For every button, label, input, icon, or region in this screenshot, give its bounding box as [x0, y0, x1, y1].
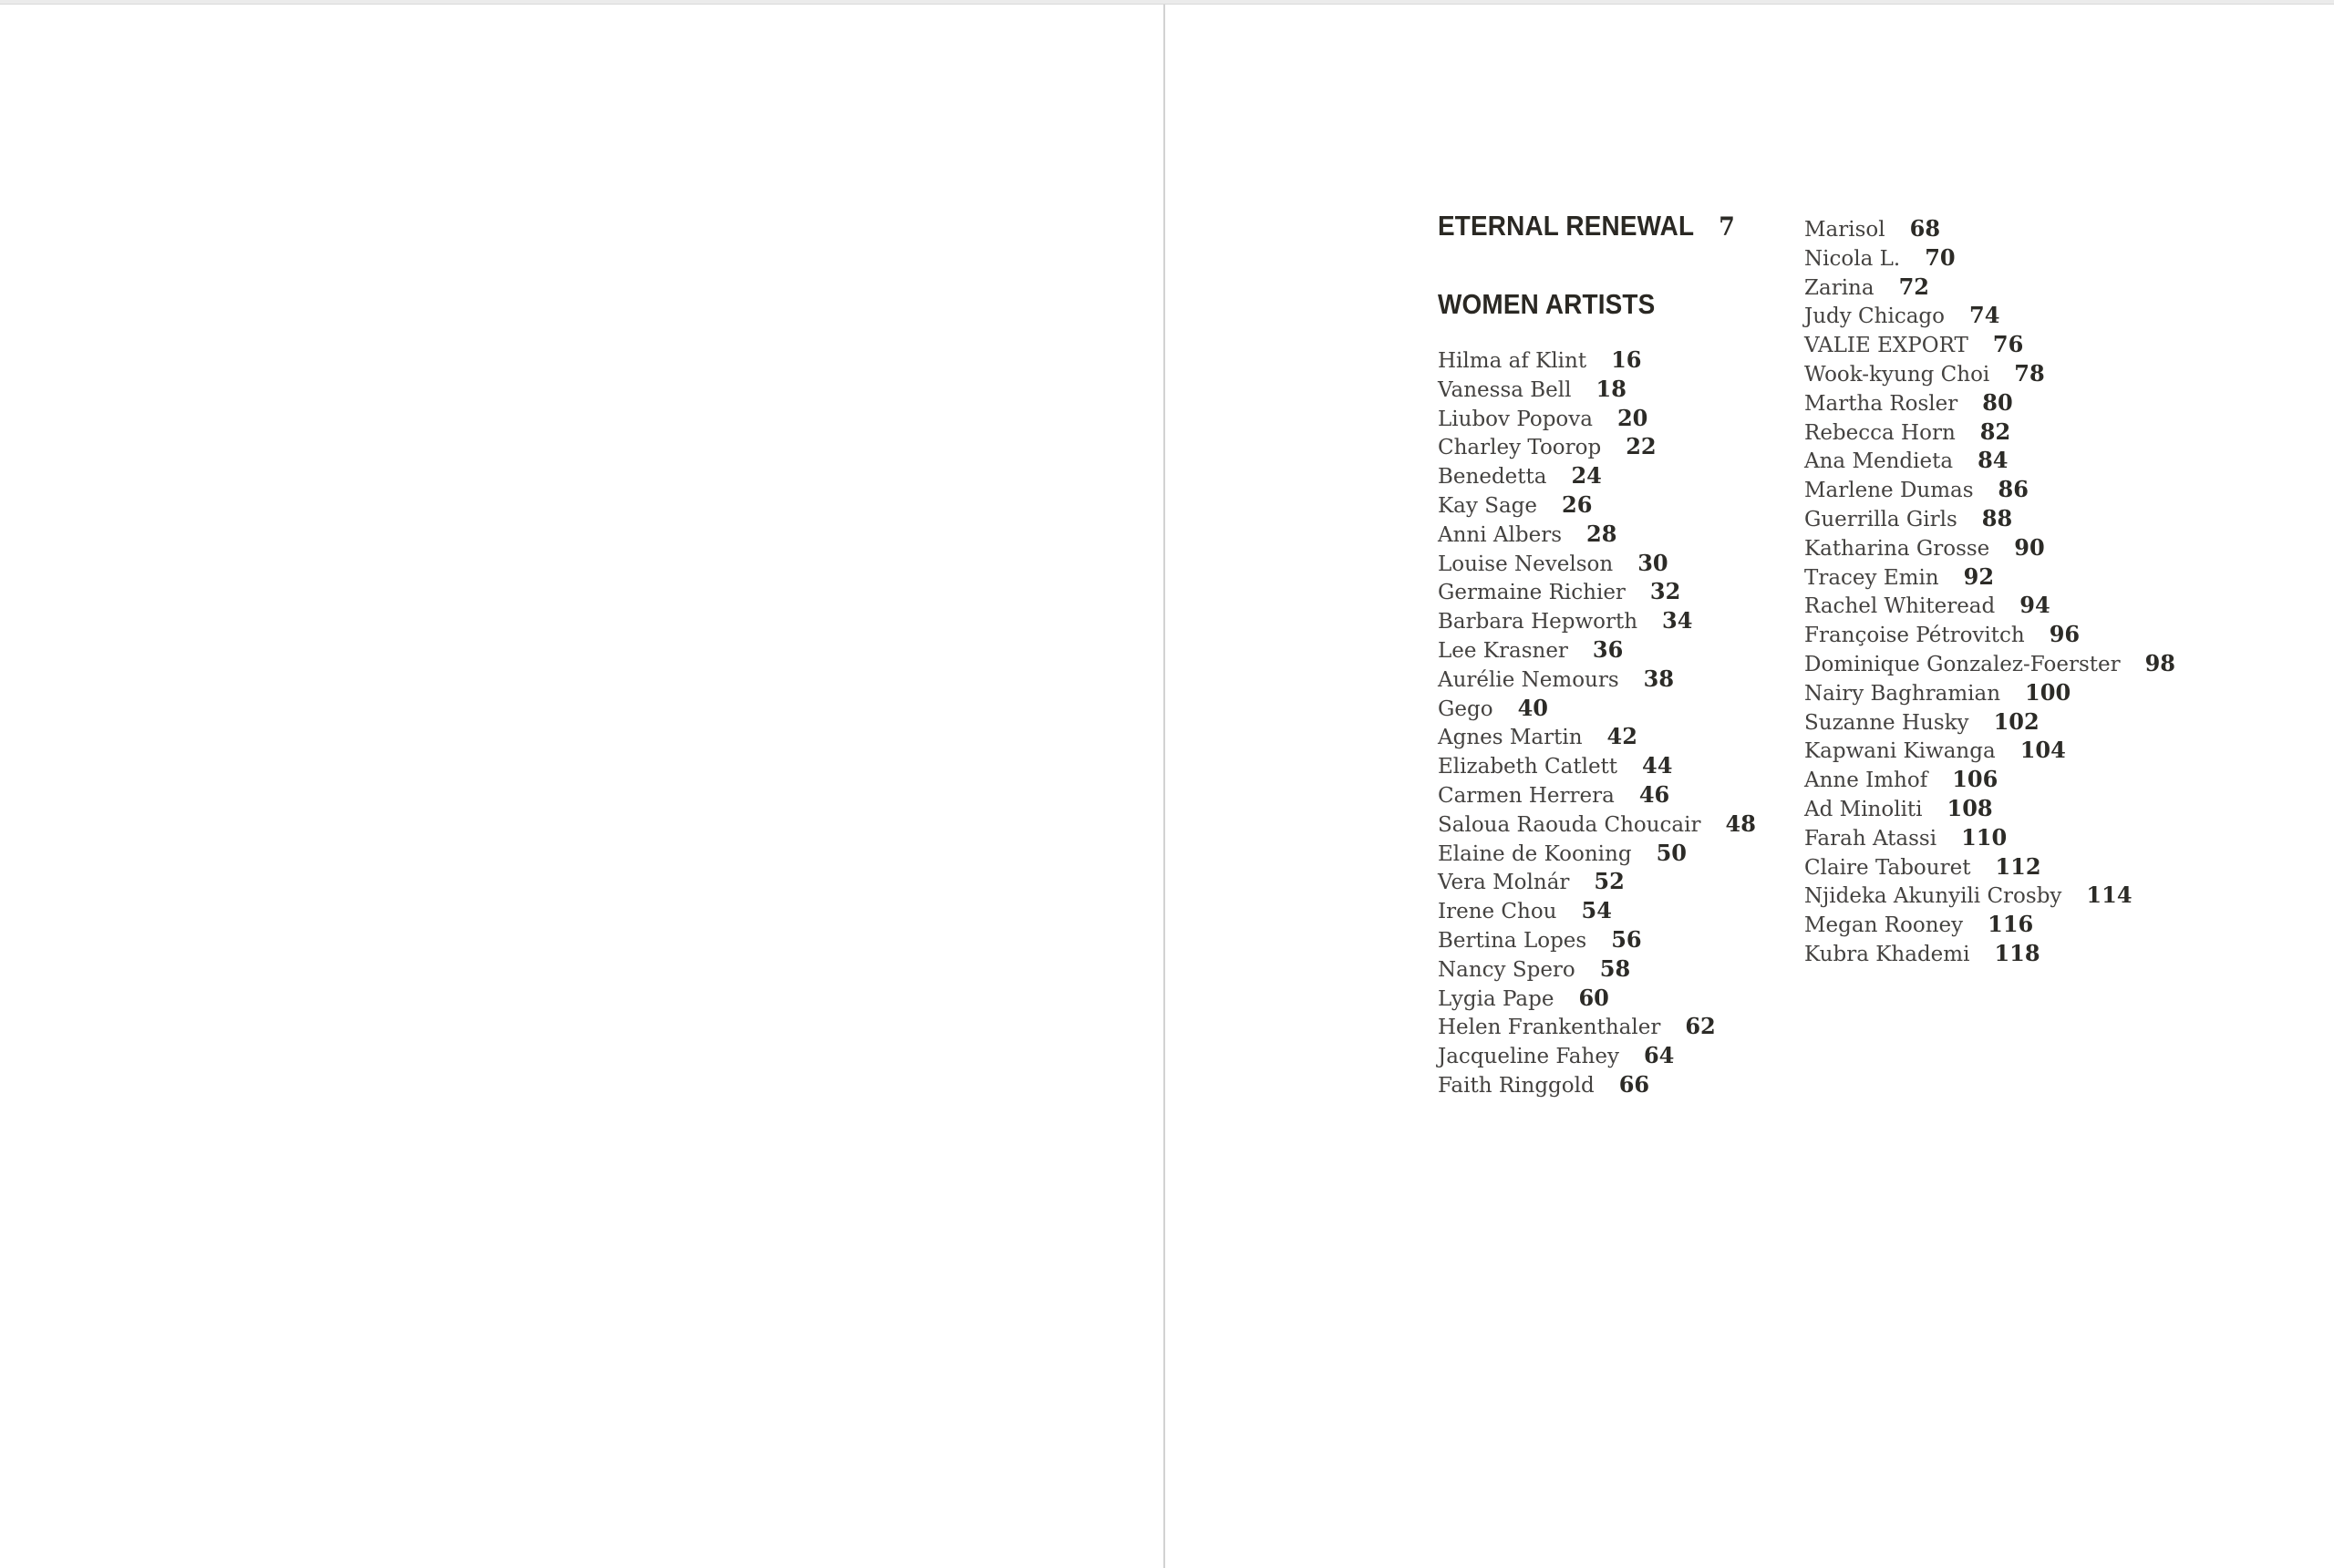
artist-name: Carmen Herrera — [1438, 783, 1615, 808]
toc-column-left — [1438, 346, 1756, 1100]
page-spine-divider — [1163, 5, 1165, 1568]
toc-entry — [1804, 534, 2175, 563]
artist-name: Marisol — [1804, 218, 1885, 242]
artist-name: Irene Chou — [1438, 900, 1557, 924]
artist-name: Charley Toorop — [1438, 436, 1602, 460]
artist-name: Kubra Khademi — [1804, 942, 1970, 966]
artist-name: Vera Molnár — [1438, 871, 1570, 895]
page-number: 92 — [1963, 562, 1995, 590]
artist-name: Françoise Pétrovitch — [1804, 624, 2025, 648]
page-number: 112 — [1995, 852, 2041, 880]
page-number: 66 — [1618, 1070, 1650, 1098]
toc-entry — [1804, 244, 2175, 273]
artist-name: Liubov Popova — [1438, 407, 1593, 431]
page-number: 48 — [1725, 810, 1756, 837]
artist-name: Agnes Martin — [1438, 726, 1583, 750]
artist-name: Katharina Grosse — [1804, 536, 1990, 561]
page-number: 64 — [1643, 1042, 1675, 1069]
artist-name: Anne Imhof — [1804, 769, 1928, 793]
toc-entry — [1438, 897, 1756, 926]
toc-entry — [1804, 824, 2175, 853]
artist-name: Zarina — [1804, 275, 1874, 300]
toc-entry — [1438, 376, 1756, 405]
page-number: 74 — [1969, 302, 2000, 329]
page-number: 54 — [1581, 897, 1612, 924]
page-number: 86 — [1998, 476, 2029, 503]
artist-name: Vanessa Bell — [1438, 377, 1572, 402]
artist-name: Nairy Baghramian — [1804, 681, 2001, 706]
toc-entry — [1804, 360, 2175, 389]
toc-entry — [1804, 476, 2175, 505]
toc-entry — [1804, 650, 2175, 679]
toc-entry — [1438, 926, 1756, 955]
artist-name: Claire Tabouret — [1804, 855, 1971, 880]
toc-entry — [1804, 621, 2175, 650]
page-number: 100 — [2025, 678, 2071, 706]
artist-name: Saloua Raouda Choucair — [1438, 812, 1701, 837]
artist-name: Dominique Gonzalez-Foerster — [1804, 652, 2121, 676]
artist-name: Martha Rosler — [1804, 391, 1958, 416]
toc-heading-women-artists — [1438, 290, 1655, 318]
toc-entry — [1438, 433, 1756, 462]
page-number: 62 — [1685, 1013, 1716, 1040]
artist-name: Tracey Emin — [1804, 565, 1939, 590]
toc-entry — [1804, 737, 2175, 766]
toc-entry — [1438, 665, 1756, 695]
artist-name: Guerrilla Girls — [1804, 507, 1957, 531]
artist-name: Bertina Lopes — [1438, 928, 1587, 953]
section-title: ETERNAL RENEWAL — [1438, 210, 1695, 242]
toc-entry — [1804, 215, 2175, 244]
artist-name: Rachel Whiteread — [1804, 594, 1996, 619]
page-number: 118 — [1994, 939, 2040, 966]
page-number: 38 — [1643, 665, 1675, 692]
page-number: 34 — [1662, 607, 1693, 634]
page-number: 98 — [2144, 649, 2176, 676]
artist-name: Ad Minoliti — [1804, 797, 1923, 821]
toc-entry — [1438, 868, 1756, 897]
artist-name: Wook-kyung Choi — [1804, 362, 1990, 387]
toc-entry — [1804, 273, 2175, 303]
toc-entry — [1438, 1042, 1756, 1071]
artist-name: Jacqueline Fahey — [1438, 1045, 1619, 1069]
artist-name: Lygia Pape — [1438, 986, 1554, 1011]
artist-name: Suzanne Husky — [1804, 710, 1969, 735]
toc-entry — [1804, 795, 2175, 824]
artist-name: Hilma af Klint — [1438, 349, 1587, 373]
artist-name: Faith Ringgold — [1438, 1073, 1595, 1098]
toc-entry — [1804, 679, 2175, 708]
page-number: 60 — [1578, 984, 1609, 1011]
artist-name: Nancy Spero — [1438, 957, 1575, 982]
page-number: 114 — [2086, 882, 2133, 909]
toc-entry — [1438, 810, 1756, 840]
page-number: 90 — [2014, 533, 2045, 561]
page-number: 82 — [1979, 418, 2011, 445]
toc-entry — [1804, 911, 2175, 940]
toc-entry — [1438, 636, 1756, 665]
toc-entry — [1804, 940, 2175, 969]
toc-entry — [1438, 521, 1756, 550]
list-heading-label: WOMEN ARTISTS — [1438, 288, 1656, 320]
artist-name: VALIE EXPORT — [1804, 334, 1968, 358]
toc-entry — [1804, 389, 2175, 418]
toc-entry — [1438, 695, 1756, 724]
toc-entry — [1438, 840, 1756, 869]
toc-entry — [1438, 491, 1756, 521]
toc-column-right — [1804, 215, 2175, 969]
toc-section-header — [1438, 211, 1735, 241]
page-number: 78 — [2014, 359, 2045, 387]
page-number: 70 — [1925, 243, 1956, 271]
page-number: 36 — [1592, 635, 1624, 663]
page-number: 56 — [1611, 925, 1642, 953]
page-number: 58 — [1599, 954, 1631, 982]
toc-entry — [1804, 766, 2175, 795]
left-page-blank — [0, 0, 1163, 1568]
artist-name: Anni Albers — [1438, 522, 1563, 547]
artist-name: Nicola L. — [1804, 246, 1901, 271]
page-number: 94 — [2019, 592, 2050, 619]
page-number: 110 — [1961, 823, 2008, 851]
page-number: 84 — [1978, 447, 2009, 474]
artist-name: Gego — [1438, 696, 1493, 721]
toc-entry — [1804, 447, 2175, 476]
page-number: 42 — [1606, 723, 1637, 750]
page-number: 26 — [1562, 490, 1593, 518]
page-number: 20 — [1616, 404, 1648, 431]
toc-entry — [1804, 418, 2175, 448]
page-number: 72 — [1898, 273, 1929, 300]
page-number: 40 — [1517, 694, 1548, 721]
page-number: 28 — [1586, 520, 1617, 547]
section-page-number: 7 — [1719, 211, 1735, 242]
artist-name: Rebecca Horn — [1804, 420, 1956, 445]
toc-entry — [1438, 550, 1756, 579]
toc-entry — [1804, 505, 2175, 534]
toc-entry — [1438, 752, 1756, 781]
artist-name: Megan Rooney — [1804, 913, 1964, 938]
artist-name: Louise Nevelson — [1438, 552, 1614, 576]
artist-name: Helen Frankenthaler — [1438, 1016, 1661, 1040]
toc-entry — [1804, 331, 2175, 360]
page-number: 106 — [1952, 766, 1998, 793]
page-number: 30 — [1637, 549, 1668, 576]
artist-name: Judy Chicago — [1804, 304, 1945, 329]
toc-entry — [1804, 882, 2175, 911]
toc-entry — [1438, 607, 1756, 636]
page-number: 96 — [2049, 621, 2081, 648]
page-number: 24 — [1571, 462, 1602, 490]
toc-entry — [1438, 985, 1756, 1014]
toc-entry — [1804, 592, 2175, 621]
toc-entry — [1804, 302, 2175, 331]
artist-name: Farah Atassi — [1804, 826, 1937, 851]
artist-name: Elaine de Kooning — [1438, 841, 1632, 866]
toc-entry — [1438, 955, 1756, 985]
toc-entry — [1438, 1071, 1756, 1100]
page-number: 88 — [1981, 504, 2013, 531]
artist-name: Marlene Dumas — [1804, 479, 1974, 503]
page-number: 32 — [1649, 578, 1681, 605]
toc-entry — [1438, 462, 1756, 491]
page-number: 44 — [1642, 752, 1673, 779]
page-number: 80 — [1982, 388, 2013, 416]
page-number: 76 — [1992, 331, 2024, 358]
artist-name: Kapwani Kiwanga — [1804, 739, 1996, 764]
page-number: 104 — [2019, 737, 2066, 764]
artist-name: Benedetta — [1438, 465, 1547, 490]
toc-entry — [1438, 405, 1756, 434]
page-number: 102 — [1993, 707, 2040, 735]
toc-entry — [1438, 1013, 1756, 1042]
artist-name: Germaine Richier — [1438, 581, 1626, 605]
page-number: 68 — [1909, 215, 1941, 242]
page-number: 22 — [1626, 433, 1657, 460]
toc-entry — [1438, 723, 1756, 752]
page-number: 108 — [1947, 794, 1993, 821]
artist-name: Ana Mendieta — [1804, 449, 1954, 474]
page-number: 46 — [1638, 780, 1670, 808]
page-number: 116 — [1988, 911, 2034, 938]
page-number: 50 — [1656, 839, 1687, 866]
top-edge-rule — [0, 0, 2334, 5]
artist-name: Kay Sage — [1438, 493, 1538, 518]
toc-entry — [1804, 708, 2175, 738]
artist-name: Lee Krasner — [1438, 638, 1568, 663]
artist-name: Njideka Akunyili Crosby — [1804, 884, 2062, 909]
toc-entry — [1438, 781, 1756, 810]
artist-name: Aurélie Nemours — [1438, 667, 1619, 692]
page-number: 16 — [1611, 346, 1642, 373]
artist-name: Barbara Hepworth — [1438, 610, 1638, 634]
page-number: 52 — [1594, 868, 1625, 895]
page-number: 18 — [1596, 375, 1627, 402]
toc-entry — [1438, 578, 1756, 607]
artist-name: Elizabeth Catlett — [1438, 755, 1618, 779]
toc-entry — [1804, 563, 2175, 593]
toc-entry — [1438, 346, 1756, 376]
toc-entry — [1804, 853, 2175, 882]
